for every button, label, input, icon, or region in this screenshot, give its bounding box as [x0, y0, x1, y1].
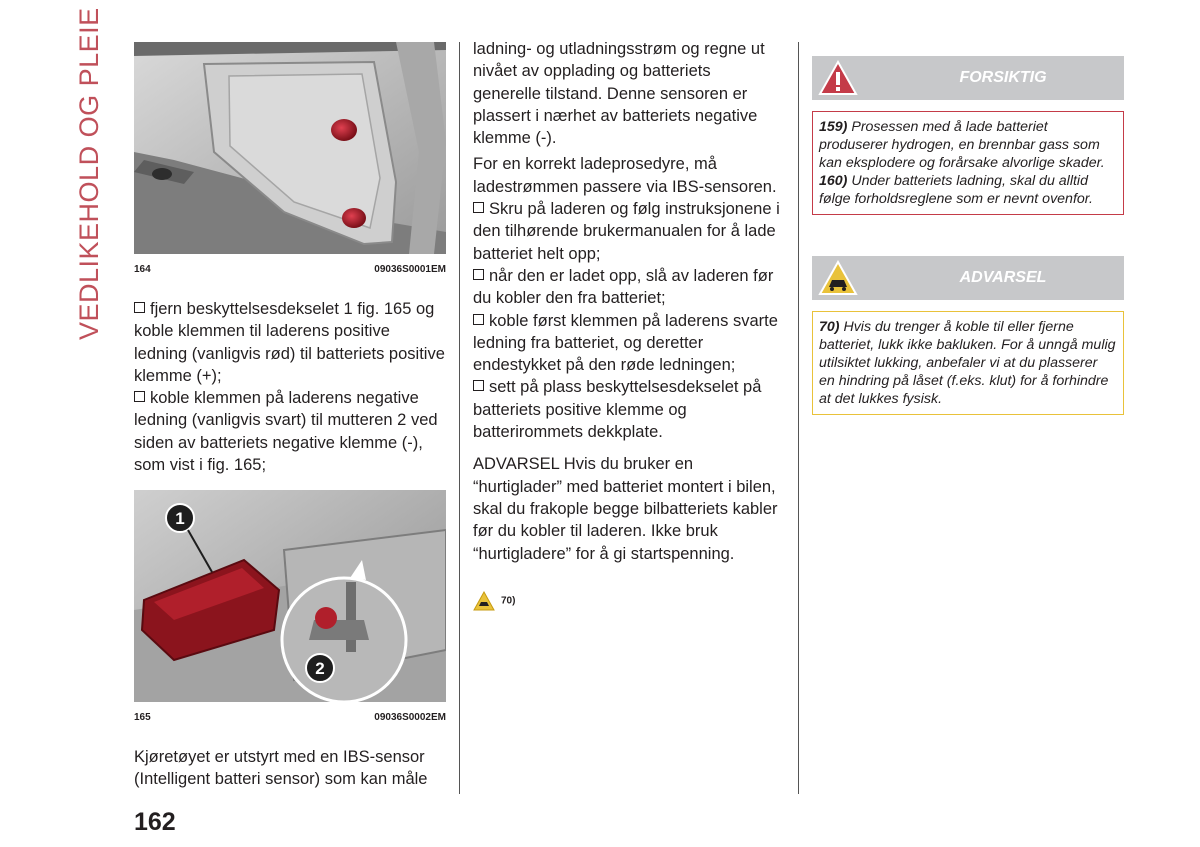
- col1-instructions: [134, 298, 446, 476]
- col1-bottom-text: Kjøretøyet er utstyrt med en IBS-sensor (Intelligent batteri sensor) som kan måle: [134, 748, 428, 789]
- paragraph: ladning- og utladningsstrøm og regne ut nivået av opplading og batteriets generelle tilstand. Denne sensoren er plassert i nærhet av batteriets negative klemme (-).: [473, 40, 765, 148]
- figure-code: 09036S0001EM: [374, 264, 446, 275]
- figure-marker-1: 1: [175, 509, 185, 528]
- page-number: 162: [134, 808, 176, 836]
- paragraph: For en korrekt ladeprosedyre, må ladestrømmen passere via IBS-sensoren.: [473, 155, 777, 196]
- list-item: Skru på laderen og følg instruksjonene i den tilhørende brukermanualen for å lade batteriet helt opp;: [473, 200, 780, 263]
- column-divider: [798, 42, 799, 794]
- figure-number: 165: [134, 712, 151, 723]
- figure-165-image: [134, 490, 446, 702]
- note-item: 70) Hvis du trenger å koble til eller fjerne batteriet, lukk ikke bakluken. For å unngå mulig utilsiktet lukking, anbefaler vi at du plasserer en hindring på låset (f.eks. klut) for å forhindre at det lukkes fysisk.: [819, 319, 1116, 407]
- car-warning-icon: [473, 591, 495, 611]
- warning-notes: [812, 311, 1124, 415]
- column-divider: [459, 42, 460, 794]
- figure-marker-2: 2: [315, 659, 325, 678]
- col2-text: [473, 38, 783, 565]
- checkbox-bullet-icon: [473, 314, 484, 325]
- list-item: koble først klemmen på laderens svarte ledning fra batteriet, og deretter endestykket på den røde ledningen;: [473, 311, 778, 375]
- paragraph: ADVARSEL Hvis du bruker en “hurtiglader” med batteriet montert i bilen, skal du frakople begge bilbatteriets kabler før du kobler til laderen. Ikke bruk “hurtigladere” for å gi startspenning.: [473, 455, 778, 563]
- note-item: 160) Under batteriets ladning, skal du alltid følge forholdsreglene som er nevnt ovenfor.: [819, 173, 1093, 207]
- figure-code: 09036S0002EM: [374, 712, 446, 723]
- list-item: fjern beskyttelsesdekselet 1 fig. 165 og koble klemmen til laderens positive ledning (vanligvis rød) til batteriets positive klemme (+);: [134, 300, 445, 385]
- list-item: sett på plass beskyttelsesdekselet på batteriets positive klemme og batterirommets dekkplate.: [473, 378, 762, 442]
- side-section-title: VEDLIKEHOLD OG PLEIE: [74, 7, 104, 340]
- note-item: 159) Prosessen med å lade batteriet produserer hydrogen, en brennbar gass som kan eksplodere og forårsake alvorlige skader.: [819, 119, 1105, 171]
- caution-header: [812, 56, 1124, 100]
- checkbox-bullet-icon: [134, 391, 145, 402]
- caution-title: FORSIKTIG: [959, 69, 1047, 86]
- figure-164-caption: [134, 264, 446, 275]
- checkbox-bullet-icon: [473, 202, 484, 213]
- list-item: koble klemmen på laderens negative ledning (vanligvis svart) til mutteren 2 ved siden av batteriets negative klemme (-), som vist i fig. 165;: [134, 389, 438, 475]
- list-item: når den er ladet opp, slå av laderen før du kobler den fra batteriet;: [473, 266, 774, 308]
- warning-header: [812, 256, 1124, 300]
- checkbox-bullet-icon: [473, 269, 484, 280]
- figure-164-image: [134, 42, 446, 254]
- checkbox-bullet-icon: [134, 302, 145, 313]
- warning-reference: 70): [473, 591, 515, 611]
- checkbox-bullet-icon: [473, 380, 484, 391]
- figure-number: 164: [134, 264, 151, 275]
- figure-165-caption: [134, 712, 446, 723]
- caution-notes: [812, 111, 1124, 215]
- warning-title: ADVARSEL: [959, 269, 1047, 286]
